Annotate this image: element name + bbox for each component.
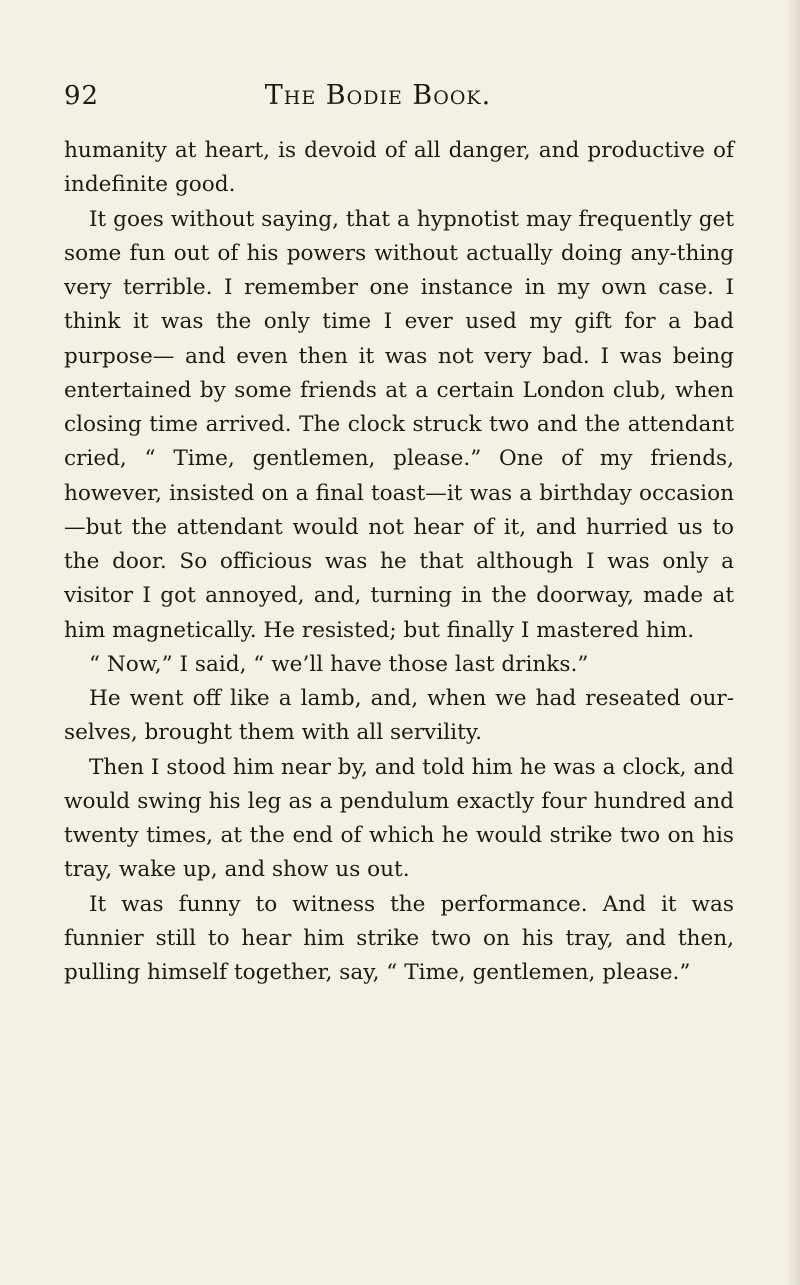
running-head: The Bodie Book. (264, 80, 492, 111)
body-text (64, 134, 734, 990)
paragraph: It goes without saying, that a hypnotist may frequently get some fun out of his powers without actually doing any-thing very terrible. I remember one instance in my own case. I think it was the only time I ever used my gift for a bad purpose— and even then it was not very bad. I was being entertained by some friends at a certain London club, when closing time arrived. The clock struck two and the attendant cried, “ Time, gentlemen, please.” One of my friends, however, insisted on a final toast—it was a birthday occasion—but the attendant would not hear of it, and hurried us to the door. So officious was he that although I was only a visitor I got annoyed, and, turning in the doorway, made at him magnetically. He resisted; but finally I mastered him. (64, 206, 734, 643)
page-header (64, 78, 680, 114)
page-edge-shadow (786, 0, 800, 1285)
paragraph: He went off like a lamb, and, when we had reseated our-selves, brought them with all servility. (64, 686, 734, 746)
paragraph: humanity at heart, is devoid of all danger, and productive of indefinite good. (64, 138, 734, 198)
paragraph: “ Now,” I said, “ we’ll have those last drinks.” (89, 651, 589, 677)
paragraph: It was funny to witness the performance. And it was funnier still to hear him strike two on his tray, and then, pulling himself together, say, “ Time, gentlemen, please.” (64, 891, 734, 985)
page-number: 92 (64, 81, 100, 111)
paragraph: Then I stood him near by, and told him he was a clock, and would swing his leg as a pendulum exactly four hundred and twenty times, at the end of which he would strike two on his tray, wake up, and show us out. (64, 754, 734, 883)
